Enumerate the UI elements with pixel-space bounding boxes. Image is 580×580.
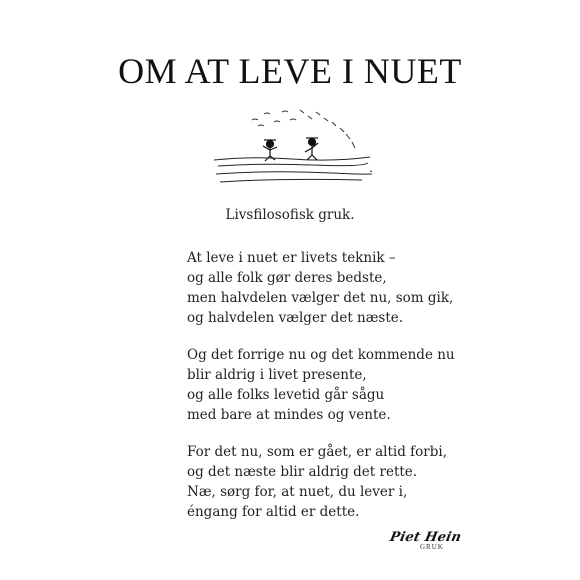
two-figures-illustration (212, 102, 372, 192)
poem-line: éngang for altid er dette. (187, 504, 360, 520)
signature-name: Piet Hein (388, 530, 463, 545)
author-signature (390, 530, 510, 551)
poem-line: og halvdelen vælger det næste. (187, 310, 404, 326)
poem-line: men halvdelen vælger det nu, som gik, (187, 290, 454, 306)
poem-line: At leve i nuet er livets teknik – (187, 250, 396, 266)
poem-line: blir aldrig i livet presente, (187, 367, 367, 383)
poem-line: Og det forrige nu og det kommende nu (187, 347, 455, 363)
poem-title: OM AT LEVE I NUET (118, 51, 462, 91)
poem-line: med bare at mindes og vente. (187, 407, 391, 423)
poem-line: og alle folks levetid går sågu (187, 387, 385, 403)
poem-line: og det næste blir aldrig det rette. (187, 464, 418, 480)
poem-subtitle: Livsfilosofisk gruk. (225, 207, 355, 223)
poem-line: For det nu, som er gået, er altid forbi, (187, 444, 447, 460)
signature-subtitle: GRUK (420, 543, 444, 551)
poem-line: og alle folk gør deres bedste, (187, 270, 387, 286)
stanza (187, 248, 487, 328)
poem-line: Næ, sørg for, at nuet, du lever i, (187, 484, 408, 500)
stanza (187, 345, 487, 425)
poem-body (187, 248, 487, 539)
stanza (187, 442, 487, 522)
